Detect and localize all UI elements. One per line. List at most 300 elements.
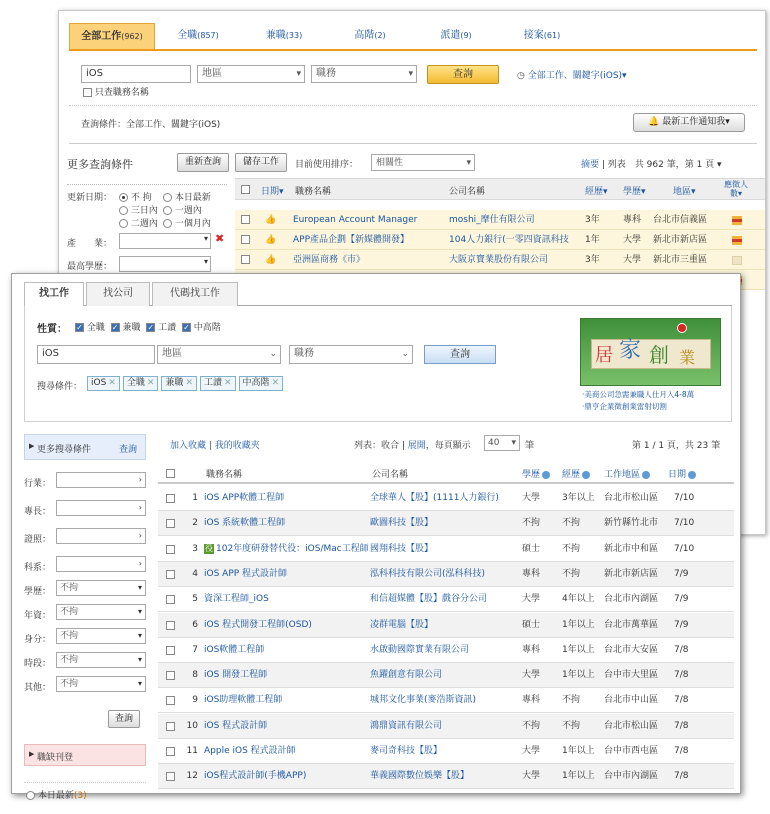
- more-criteria-title: 更多查詢條件: [67, 158, 133, 171]
- row-number: 4: [192, 568, 198, 579]
- filter-tags: [87, 376, 286, 391]
- exp-cell: 不拘: [562, 543, 581, 554]
- row-checkbox[interactable]: [166, 671, 175, 680]
- date-cell: 7/8: [674, 771, 689, 782]
- only-title-option[interactable]: 只查職務名稱: [83, 85, 149, 98]
- job-title-link[interactable]: iOS 程式設計師: [204, 720, 268, 731]
- filter-label-edu: 學歷：: [24, 587, 52, 597]
- industry-label: 產 業：: [67, 239, 113, 249]
- back-search-area: [69, 51, 757, 146]
- sort-icon[interactable]: [582, 471, 590, 479]
- date-cell: 7/8: [674, 746, 689, 756]
- chevron-down-icon: ▾: [203, 257, 208, 266]
- result-row[interactable]: [235, 210, 765, 230]
- header-area[interactable]: 地區▾: [673, 187, 696, 197]
- radio[interactable]: [119, 193, 128, 202]
- checked-icon[interactable]: ✓: [76, 323, 83, 332]
- row-checkbox[interactable]: [241, 235, 250, 244]
- select-all-checkbox[interactable]: [241, 185, 250, 194]
- filter-label-industry: 行業：: [24, 479, 52, 489]
- tab-dispatch[interactable]: 派遣(9): [440, 30, 472, 41]
- years-select[interactable]: 不拘 ▾: [56, 604, 146, 620]
- filter-tag[interactable]: iOS ✕: [87, 376, 120, 391]
- radio[interactable]: [26, 791, 35, 800]
- chevron-down-icon: ▾: [408, 69, 413, 79]
- applicants-bar-icon: [732, 216, 742, 225]
- remove-icon[interactable]: ✕: [146, 378, 155, 388]
- tab-fulltime[interactable]: 全職(857): [177, 30, 219, 41]
- my-favorites-link[interactable]: 我的收藏夾: [214, 441, 260, 451]
- job-title-link[interactable]: iOS助理軟體工程師: [204, 695, 283, 706]
- search-button[interactable]: 查詢: [427, 65, 499, 84]
- chevron-down-icon: ▾: [137, 679, 142, 688]
- exp-cell: 4年以上: [562, 594, 595, 605]
- row-checkbox[interactable]: [241, 255, 250, 264]
- divider: [67, 184, 227, 185]
- nature-option-study[interactable]: ✓ 工讀: [147, 323, 177, 333]
- row-number: 1: [192, 493, 198, 503]
- header-edu[interactable]: 學歷▾: [623, 187, 646, 197]
- exp-cell: 不拘: [562, 568, 581, 579]
- chevron-down-icon: ▾: [137, 655, 142, 664]
- row-checkbox[interactable]: [166, 722, 175, 731]
- remove-icon[interactable]: ✕: [224, 378, 232, 388]
- row-number: 6: [192, 619, 198, 630]
- favorites-links: 加入收藏 | 我的收藏夾: [170, 441, 260, 451]
- nature-option-parttime[interactable]: ✓ 兼職: [111, 323, 141, 333]
- edu-label: 最高學歷：: [67, 262, 113, 272]
- update-option-month[interactable]: 一個月內: [163, 216, 211, 229]
- job-row[interactable]: [158, 764, 734, 789]
- update-option-week[interactable]: 一週內: [163, 203, 202, 216]
- job-row[interactable]: [158, 613, 734, 638]
- job-posting-label: 職缺刊登: [37, 753, 74, 763]
- row-checkbox[interactable]: [166, 772, 175, 781]
- row-checkbox[interactable]: [166, 519, 175, 528]
- search-mode-tabbar: [24, 282, 732, 306]
- radio[interactable]: [119, 206, 128, 215]
- exp-cell: 3年以上: [562, 493, 595, 503]
- edu-cell: 專科: [522, 644, 541, 655]
- chevron-down-icon: ▾: [137, 631, 142, 640]
- row-number: 3: [192, 543, 198, 554]
- checked-icon[interactable]: ✓: [147, 323, 155, 332]
- category-tabbar: [69, 23, 757, 51]
- company-link[interactable]: 104人力銀行(一零四資訊科技: [449, 235, 569, 245]
- job-posting-box[interactable]: [24, 744, 146, 766]
- filter-tag[interactable]: 中高階 ✕: [239, 376, 284, 391]
- header-date[interactable]: 日期: [668, 467, 696, 480]
- today-latest-option[interactable]: 本日最新(3): [26, 788, 87, 801]
- area-cell: 台中市內湖區: [604, 771, 659, 782]
- job-title-link[interactable]: iOS APP 程式設計師: [204, 568, 288, 579]
- job-row[interactable]: [158, 739, 734, 764]
- checked-icon[interactable]: ✓: [111, 323, 119, 332]
- result-row[interactable]: [235, 230, 765, 250]
- filter-tag[interactable]: 兼職 ✕: [161, 376, 197, 391]
- job-title-link[interactable]: APP產品企劃【新媒體開發】: [293, 235, 410, 245]
- edu-select[interactable]: 不拘 ▾: [56, 580, 146, 596]
- tab-parttime[interactable]: 兼職(33): [265, 30, 303, 41]
- bell-icon: 🔔: [648, 117, 660, 127]
- area-select[interactable]: 地區 ⌄: [157, 345, 281, 364]
- alternative-service-badge: 役: [205, 543, 213, 553]
- radio[interactable]: [163, 219, 172, 228]
- edu-cell: 大學: [522, 746, 541, 756]
- front-window: [11, 273, 741, 801]
- date-cell: 7/9: [674, 594, 689, 605]
- keyword-input[interactable]: iOS: [37, 345, 155, 364]
- job-title-link[interactable]: Apple iOS 程式設計師: [204, 746, 296, 756]
- clock-icon: ◷: [517, 71, 528, 81]
- job-title-link[interactable]: iOS APP軟體工程師: [204, 493, 285, 503]
- edu-cell: 不拘: [522, 720, 541, 731]
- area-cell: 新北市新店區: [653, 235, 708, 245]
- major-picker[interactable]: [56, 556, 146, 572]
- row-checkbox[interactable]: [166, 494, 175, 503]
- identity-select[interactable]: 不拘 ▾: [56, 628, 146, 644]
- area-cell: 台北市中山區: [604, 695, 659, 706]
- industry-select[interactable]: [119, 233, 211, 249]
- row-checkbox[interactable]: [166, 696, 175, 705]
- chevron-down-icon: ▾: [296, 69, 301, 79]
- edu-cell: 專科: [522, 568, 541, 579]
- header-company: 公司名稱: [449, 187, 486, 197]
- row-checkbox[interactable]: [166, 621, 175, 630]
- sort-icon[interactable]: [542, 471, 550, 479]
- job-row[interactable]: [158, 714, 734, 739]
- header-edu[interactable]: 學歷: [522, 467, 550, 480]
- divider: [69, 105, 757, 106]
- edu-cell: 碩士: [522, 543, 541, 554]
- criteria-summary[interactable]: ◷ 全部工作、關鍵字(iOS)▾: [517, 71, 627, 81]
- filter-label: 搜尋條件：: [37, 382, 83, 392]
- exp-cell: 3年: [585, 215, 600, 225]
- exp-cell: 1年: [585, 235, 600, 245]
- date-cell: 7/10: [674, 493, 695, 503]
- company-link[interactable]: 水啟動國際實業有限公司: [370, 644, 470, 655]
- edu-cell: 大學: [522, 594, 541, 605]
- date-cell: 7/8: [674, 695, 689, 706]
- radio[interactable]: [163, 193, 172, 202]
- area-cell: 台中市大里區: [604, 670, 659, 681]
- tab-senior[interactable]: 高階(2): [354, 30, 386, 41]
- update-option-any[interactable]: 不 拘: [119, 190, 152, 203]
- ad-link-2[interactable]: ‧鼎亨企業徵創業雷射切割: [582, 402, 667, 411]
- company-link[interactable]: 和信超媒體【股】戲谷分公司: [370, 594, 488, 605]
- edu-cell: 大學: [623, 255, 642, 265]
- ad-char: 居: [595, 345, 613, 366]
- view-expand-link[interactable]: 展開: [407, 441, 426, 451]
- divider: [69, 143, 757, 144]
- remove-icon[interactable]: ✕: [185, 378, 193, 388]
- clear-icon[interactable]: ✖: [215, 232, 225, 245]
- area-cell: 台北市松山區: [604, 720, 659, 731]
- edu-cell: 大學: [522, 493, 541, 503]
- job-row[interactable]: [158, 587, 734, 612]
- view-collapse[interactable]: 列表：收合: [354, 441, 400, 451]
- results-header: [235, 178, 765, 200]
- header-title: 職務名稱: [206, 470, 243, 480]
- edu-cell: 大學: [522, 670, 541, 681]
- view-switch: 摘要 | 列表 共 962 筆，第 1 頁 ▾: [581, 160, 722, 170]
- view-summary-link[interactable]: 摘要: [581, 160, 600, 170]
- date-cell: 7/10: [674, 543, 695, 554]
- edu-cell: 碩士: [522, 619, 541, 630]
- date-cell: 7/10: [674, 518, 695, 529]
- remove-icon[interactable]: ✕: [108, 378, 116, 388]
- pin-icon: [677, 323, 687, 333]
- area-cell: 台中市西屯區: [604, 746, 659, 756]
- radio[interactable]: [119, 219, 128, 228]
- header-applicants[interactable]: 應徵人數▾: [724, 180, 748, 198]
- job-type-select[interactable]: 職務 ⌄: [289, 345, 413, 364]
- company-link[interactable]: 華義國際數位娛樂【股】: [370, 771, 470, 782]
- filter-tag[interactable]: 工讀 ✕: [200, 376, 236, 391]
- thumbs-up-icon: 👍: [265, 235, 277, 245]
- row-number: 8: [192, 670, 198, 681]
- area-cell: 新北市新店區: [604, 568, 659, 579]
- search-criteria-box: [24, 306, 732, 422]
- industry-picker[interactable]: [56, 472, 146, 488]
- search-button[interactable]: 查詢: [424, 345, 496, 364]
- header-area[interactable]: 工作地區: [604, 467, 650, 480]
- checked-icon[interactable]: ✓: [183, 323, 190, 332]
- chevron-down-icon: ▾: [511, 438, 516, 448]
- update-option-3days[interactable]: 三日內: [119, 203, 158, 216]
- row-number: 2: [192, 518, 198, 529]
- exp-cell: 1年以上: [562, 670, 595, 681]
- job-title-link[interactable]: iOS 系統軟體工程師: [204, 518, 286, 529]
- edu-cell: 不拘: [522, 518, 541, 529]
- header-title: 職務名稱: [295, 187, 332, 197]
- sort-icon[interactable]: [688, 471, 696, 479]
- job-title-link[interactable]: iOS 程式開發工程師(OSD): [204, 619, 312, 630]
- filter-tag[interactable]: 全職 ✕: [123, 376, 159, 391]
- company-link[interactable]: moshi_摩仕有限公司: [449, 215, 535, 225]
- more-filters-search-link[interactable]: 查詢: [119, 445, 138, 455]
- company-link[interactable]: 鴻鼎資訊有限公司: [370, 720, 443, 731]
- job-title-link[interactable]: iOS程式設計師(手機APP): [204, 771, 307, 782]
- area-cell: 新北市三重區: [653, 255, 708, 265]
- save-job-button[interactable]: 儲存工作: [235, 153, 287, 172]
- date-cell: 7/9: [674, 568, 689, 579]
- row-number: 10: [186, 720, 198, 731]
- filter-label-years: 年資：: [24, 611, 52, 621]
- job-row[interactable]: [158, 562, 734, 587]
- company-link[interactable]: 歐圖科技【股】: [370, 518, 434, 529]
- company-link[interactable]: 凌群電腦【股】: [370, 619, 434, 630]
- header-exp[interactable]: 經歷▾: [585, 187, 608, 197]
- job-row[interactable]: [158, 688, 734, 713]
- job-title-link[interactable]: 役 102年度研發替代役：iOS/Mac工程師: [205, 543, 369, 554]
- company-link[interactable]: 國翔科技【股】: [370, 543, 434, 554]
- criteria-text: 查詢條件：全部工作、關鍵字(iOS): [81, 120, 221, 130]
- row-number: 5: [192, 594, 198, 605]
- area-cell: 台北市萬華區: [604, 619, 659, 630]
- notify-button[interactable]: 🔔 最新工作通知我▾: [633, 113, 745, 132]
- chevron-down-icon: ▾: [466, 158, 471, 168]
- job-title-link[interactable]: iOS 開發工程師: [204, 670, 268, 681]
- job-title-link[interactable]: 亞洲區商務《市》: [293, 255, 366, 265]
- results-header: [158, 462, 734, 484]
- row-checkbox[interactable]: [166, 595, 175, 604]
- view-options: 列表：收合 | 展開，每頁顯示: [354, 441, 471, 451]
- radio[interactable]: [163, 206, 172, 215]
- job-row[interactable]: [158, 638, 734, 663]
- remove-icon[interactable]: ✕: [271, 378, 280, 388]
- chevron-down-icon: ▾: [203, 234, 208, 243]
- row-checkbox[interactable]: [166, 747, 175, 756]
- nature-options: [75, 320, 221, 333]
- job-row[interactable]: [158, 486, 734, 511]
- filter-label-other: 其他：: [24, 683, 52, 693]
- job-title-link[interactable]: European Account Manager: [293, 215, 418, 225]
- company-link[interactable]: 麥司奇科技【股】: [370, 746, 443, 756]
- sort-label: 目前使用排序：: [295, 160, 359, 170]
- left-search-button[interactable]: 查詢: [108, 710, 140, 728]
- exp-cell: 不拘: [562, 695, 581, 706]
- shift-select[interactable]: 不拘 ▾: [56, 652, 146, 668]
- tab-freelance[interactable]: 接案(61): [523, 30, 561, 41]
- tab-find-company[interactable]: 找公司: [86, 282, 150, 306]
- chevron-down-icon: ⌄: [269, 349, 277, 359]
- exp-cell: 1年以上: [562, 771, 595, 782]
- area-select[interactable]: 地區 ▾: [197, 65, 305, 83]
- tab-code-search[interactable]: 代碼找工作: [152, 282, 238, 306]
- job-row[interactable]: [158, 537, 734, 562]
- row-number: 7: [192, 644, 198, 655]
- ad-char: 家: [619, 338, 642, 363]
- header-exp[interactable]: 經歷: [562, 467, 590, 480]
- chevron-down-icon: ▾: [137, 583, 142, 592]
- per-page-unit: 筆: [525, 441, 535, 451]
- exp-cell: 1年以上: [562, 746, 595, 756]
- row-checkbox[interactable]: [166, 570, 175, 579]
- tab-find-job[interactable]: 找工作: [24, 282, 84, 307]
- triangle-right-icon: ▶: [29, 442, 35, 450]
- requery-button[interactable]: 重新查詢: [177, 153, 229, 172]
- chevron-right-icon: ›: [138, 503, 142, 512]
- job-row[interactable]: [158, 511, 734, 536]
- page-info: 第 1 / 1 頁，共 23 筆: [632, 441, 721, 451]
- job-row[interactable]: [158, 663, 734, 688]
- area-cell: 台北市信義區: [653, 215, 708, 225]
- thumbs-up-icon: 👍: [265, 215, 277, 225]
- edu-cell: 專科: [623, 215, 642, 225]
- per-page-select[interactable]: 40 ▾: [484, 435, 520, 451]
- license-picker[interactable]: [56, 528, 146, 544]
- sort-icon[interactable]: [642, 471, 650, 479]
- total-count: 共 962 筆，第 1 頁 ▾: [634, 160, 722, 170]
- view-list-link[interactable]: 列表: [607, 160, 626, 170]
- select-all-checkbox[interactable]: [166, 469, 175, 478]
- ad-link-1[interactable]: ‧美商公司急需兼職人仕月入4-8萬: [582, 390, 695, 399]
- row-checkbox[interactable]: [241, 215, 250, 224]
- chevron-down-icon: ▾: [137, 607, 142, 616]
- job-type-select[interactable]: 職務 ▾: [311, 65, 417, 83]
- header-company: 公司名稱: [372, 470, 409, 480]
- filter-label-skill: 專長：: [24, 507, 52, 517]
- update-option-today[interactable]: 本日最新: [163, 190, 211, 203]
- edu-cell: 專科: [522, 695, 541, 706]
- thumbs-up-icon: 👍: [265, 255, 277, 265]
- skill-picker[interactable]: [56, 500, 146, 516]
- company-link[interactable]: 城邦文化事業(麥浩斯資訊): [370, 695, 477, 706]
- applicants-bar-icon: [732, 256, 742, 265]
- area-cell: 新竹縣竹北市: [604, 518, 659, 529]
- row-number: 12: [186, 771, 198, 782]
- date-cell: 7/8: [674, 644, 689, 655]
- ad-banner[interactable]: [580, 318, 721, 386]
- more-filters-header: [24, 434, 146, 460]
- ad-char: 創: [649, 343, 669, 367]
- row-number: 9: [192, 695, 198, 706]
- company-link[interactable]: 魚躍創意有限公司: [370, 670, 443, 681]
- result-row[interactable]: [235, 250, 765, 270]
- header-date[interactable]: 日期▾: [261, 187, 284, 197]
- exp-cell: 不拘: [562, 720, 581, 731]
- update-option-2weeks[interactable]: 二週內: [119, 216, 158, 229]
- row-checkbox[interactable]: [166, 646, 175, 655]
- more-filters-title[interactable]: 更多搜尋條件: [37, 445, 92, 455]
- date-cell: 7/8: [674, 720, 689, 731]
- tab-all[interactable]: 全部工作(962): [69, 23, 155, 49]
- filter-label-shift: 時段：: [24, 659, 52, 669]
- row-number: 11: [186, 746, 198, 756]
- filter-label-license: 證照：: [24, 535, 52, 545]
- nature-label: 性質：: [37, 324, 67, 335]
- checkbox[interactable]: [83, 88, 92, 97]
- area-cell: 台北市大安區: [604, 644, 659, 655]
- area-cell: 台北市內湖區: [604, 594, 659, 605]
- chevron-right-icon: ›: [138, 531, 142, 540]
- company-link[interactable]: 泓科科技有限公司(泓科科技): [370, 568, 486, 579]
- other-select[interactable]: 不拘 ▾: [56, 676, 146, 692]
- exp-cell: 1年以上: [562, 644, 595, 655]
- filter-label-identity: 身分：: [24, 635, 52, 645]
- ad-char: 業: [679, 348, 696, 367]
- sort-select[interactable]: 相關性 ▾: [371, 154, 475, 171]
- nature-option-senior[interactable]: ✓ 中高階: [183, 323, 221, 333]
- company-link[interactable]: 全球華人【股】(1111人力銀行): [370, 493, 499, 503]
- edu-cell: 大學: [522, 771, 541, 782]
- date-cell: 7/8: [674, 670, 689, 681]
- keyword-input[interactable]: iOS: [81, 65, 191, 83]
- company-link[interactable]: 大阪京寶業股份有限公司: [449, 255, 549, 265]
- update-date-label: 更新日期：: [67, 193, 113, 203]
- edu-cell: 大學: [623, 235, 642, 245]
- add-favorite-link[interactable]: 加入收藏: [170, 441, 207, 451]
- edu-select[interactable]: [119, 256, 211, 272]
- job-title-link[interactable]: 資深工程師_iOS: [204, 594, 269, 605]
- exp-cell: 1年以上: [562, 619, 595, 630]
- exp-cell: 不拘: [562, 518, 581, 529]
- chevron-right-icon: ›: [138, 559, 142, 568]
- nature-option-fulltime[interactable]: ✓ 全職: [76, 323, 105, 333]
- exp-cell: 3年: [585, 255, 600, 265]
- divider: [24, 782, 146, 783]
- date-cell: 7/9: [674, 619, 689, 630]
- job-title-link[interactable]: iOS軟體工程師: [204, 644, 265, 655]
- chevron-down-icon: ⌄: [401, 349, 409, 359]
- applicants-bar-icon: [732, 236, 742, 245]
- filter-label-major: 科系：: [24, 563, 52, 573]
- area-cell: 新北市中和區: [604, 543, 659, 554]
- area-cell: 台北市松山區: [604, 493, 659, 503]
- triangle-right-icon: ▶: [29, 750, 35, 758]
- row-checkbox[interactable]: [166, 545, 175, 554]
